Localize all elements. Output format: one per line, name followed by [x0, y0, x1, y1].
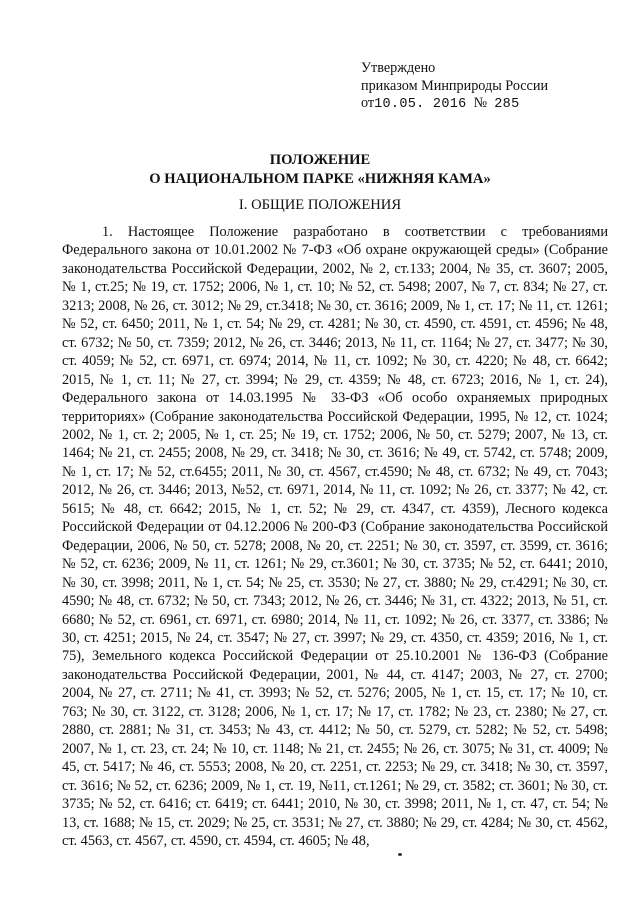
page-dot-mark	[398, 853, 402, 856]
document-title-line1: ПОЛОЖЕНИЕ	[269, 152, 371, 168]
approval-line-order: приказом Минприроды России	[361, 77, 549, 94]
document-title	[0, 151, 640, 189]
approval-number-label: №	[473, 95, 488, 111]
paragraph-1: 1. Настоящее Положение разработано в соответствии с требованиями Федерального закона от 10.01.2002 № 7-ФЗ «Об охране окружающей среды» (Собрание законодательства Российской Федерации, 2002, № 2, ст.133; 2004, № 35, ст. 3607; 2005, № 1, ст.25; № 19, ст. 1752; 2006, № 1, ст. 10; № 52, ст. 5498; 2007, № 7, ст. 834; № 27, ст. 3213; 2008, № 26, ст. 3012; № 29, ст.3418; № 30, ст. 3616; 2009, № 1, ст. 17; № 11, ст. 1261; № 52, ст. 6450; 2011, № 1, ст. 54; № 29, ст. 4281; № 30, ст. 4590, ст. 4591, ст. 4596; № 48, ст. 6732; № 50, ст. 7359; 2012, № 26, ст. 3446; 2013, № 11, ст. 1164; № 27, ст. 3477; № 30, ст. 4059; № 52, ст. 6971, ст. 6974; 2014, № 11, ст. 1092; № 30, ст. 4220; № 48, ст. 6642; 2015, № 1, ст. 11; № 27, ст. 3994; № 29, ст. 4359; № 48, ст. 6723; 2016, № 1, ст. 24), Федерального закона от 14.03.1995 № 33-ФЗ «Об особо охраняемых природных территориях» (Собрание законодательства Российской Федерации, 1995, № 12, ст. 1024; 2002, № 1, ст. 2; 2005, № 1, ст. 25; № 19, ст. 1752; 2006, № 50, ст. 5279; 2007, № 13, ст. 1464; № 21, ст. 2455; 2008, № 29, ст. 3418; № 30, ст. 3616; № 49, ст. 5742, ст. 5748; 2009, № 1, ст. 17; № 52, ст.6455; 2011, № 30, ст. 4567, ст.4590; № 48, ст. 6732; № 49, ст. 7043; 2012, № 26, ст. 3446; 2013, №52, ст. 6971, 2014, № 11, ст. 1092; № 26, ст. 3377; № 42, ст. 5615; № 48, ст. 6642; 2015, № 1, ст. 52; № 29, ст. 4347, ст. 4359), Лесного кодекса Российской Федерации от 04.12.2006 № 200-ФЗ (Собрание законодательства Российской Федерации, 2006, № 50, ст. 5278; 2008, № 20, ст. 2251; № 30, ст. 3597, ст. 3599, ст. 3616; № 52, ст. 6236; 2009, № 11, ст. 1261; № 29, ст.3601; № 30, ст. 3735; № 52, ст. 6441; 2010, № 30, ст. 3998; 2011, № 1, ст. 54; № 25, ст. 3530; № 27, ст. 3880; № 29, ст.4291; № 30, ст. 4590; № 48, ст. 6732; № 50, ст. 7343; 2012, № 26, ст. 3446; № 31, ст. 4322; 2013, № 51, ст. 6680; № 52, ст. 6961, ст. 6971, ст. 6980; 2014, № 11, ст. 1092; № 26, ст. 3377, ст. 3386; № 30, ст. 4251; 2015, № 24, ст. 3547; № 27, ст. 3997; № 29, ст. 4350, ст. 4359; 2016, № 1, ст. 75), Земельного кодекса Российской Федерации от 25.10.2001 № 136-ФЗ (Собрание законодательства Российской Федерации, 2001, № 44, ст. 4147; 2003, № 27, ст. 2700; 2004, № 27, ст. 2711; № 41, ст. 3993; № 52, ст. 5276; 2005, № 1, ст. 15, ст. 17; № 10, ст. 763; № 30, ст. 3122, ст. 3128; 2006, № 1, ст. 17; № 17, ст. 1782; № 23, ст. 2380; № 27, ст. 2880, ст. 2881; № 31, ст. 3453; № 43, ст. 4412; № 50, ст. 5279, ст. 5282; № 52, ст. 5498; 2007, № 1, ст. 23, ст. 24; № 10, ст. 1148; № 21, ст. 2455; № 26, ст. 3075; № 31, ст. 4009; № 45, ст. 5417; № 46, ст. 5553; 2008, № 20, ст. 2251, ст. 2253; № 29, ст. 3418; № 30, ст. 3597, ст. 3616; № 52, ст. 6236; 2009, № 1, ст. 19, №11, ст.1261; № 29, ст. 3582; ст. 3601; № 30, ст. 3735; № 52, ст. 6416; ст. 6419; ст. 6441; 2010, № 30, ст. 3998; 2011, № 1, ст. 47, ст. 54; № 13, ст. 1688; № 15, ст. 2029; № 25, ст. 3531; № 27, ст. 3880; № 29, ст. 4284; № 30, ст. 4562, ст. 4563, ст. 4567, ст. 4590, ст. 4594, ст. 4605; № 48,	[62, 224, 608, 849]
approval-line-approved: Утверждено	[361, 60, 436, 76]
section-heading: I. ОБЩИЕ ПОЛОЖЕНИЯ	[238, 197, 402, 213]
document-title-line2: О НАЦИОНАЛЬНОМ ПАРКЕ «НИЖНЯЯ КАМА»	[149, 171, 491, 187]
approval-stamp	[361, 60, 548, 114]
approval-line-date	[361, 95, 548, 114]
approval-date-prefix: от	[361, 95, 375, 111]
approval-date: 10.05. 2016	[374, 97, 467, 112]
approval-number: 285	[494, 97, 520, 112]
